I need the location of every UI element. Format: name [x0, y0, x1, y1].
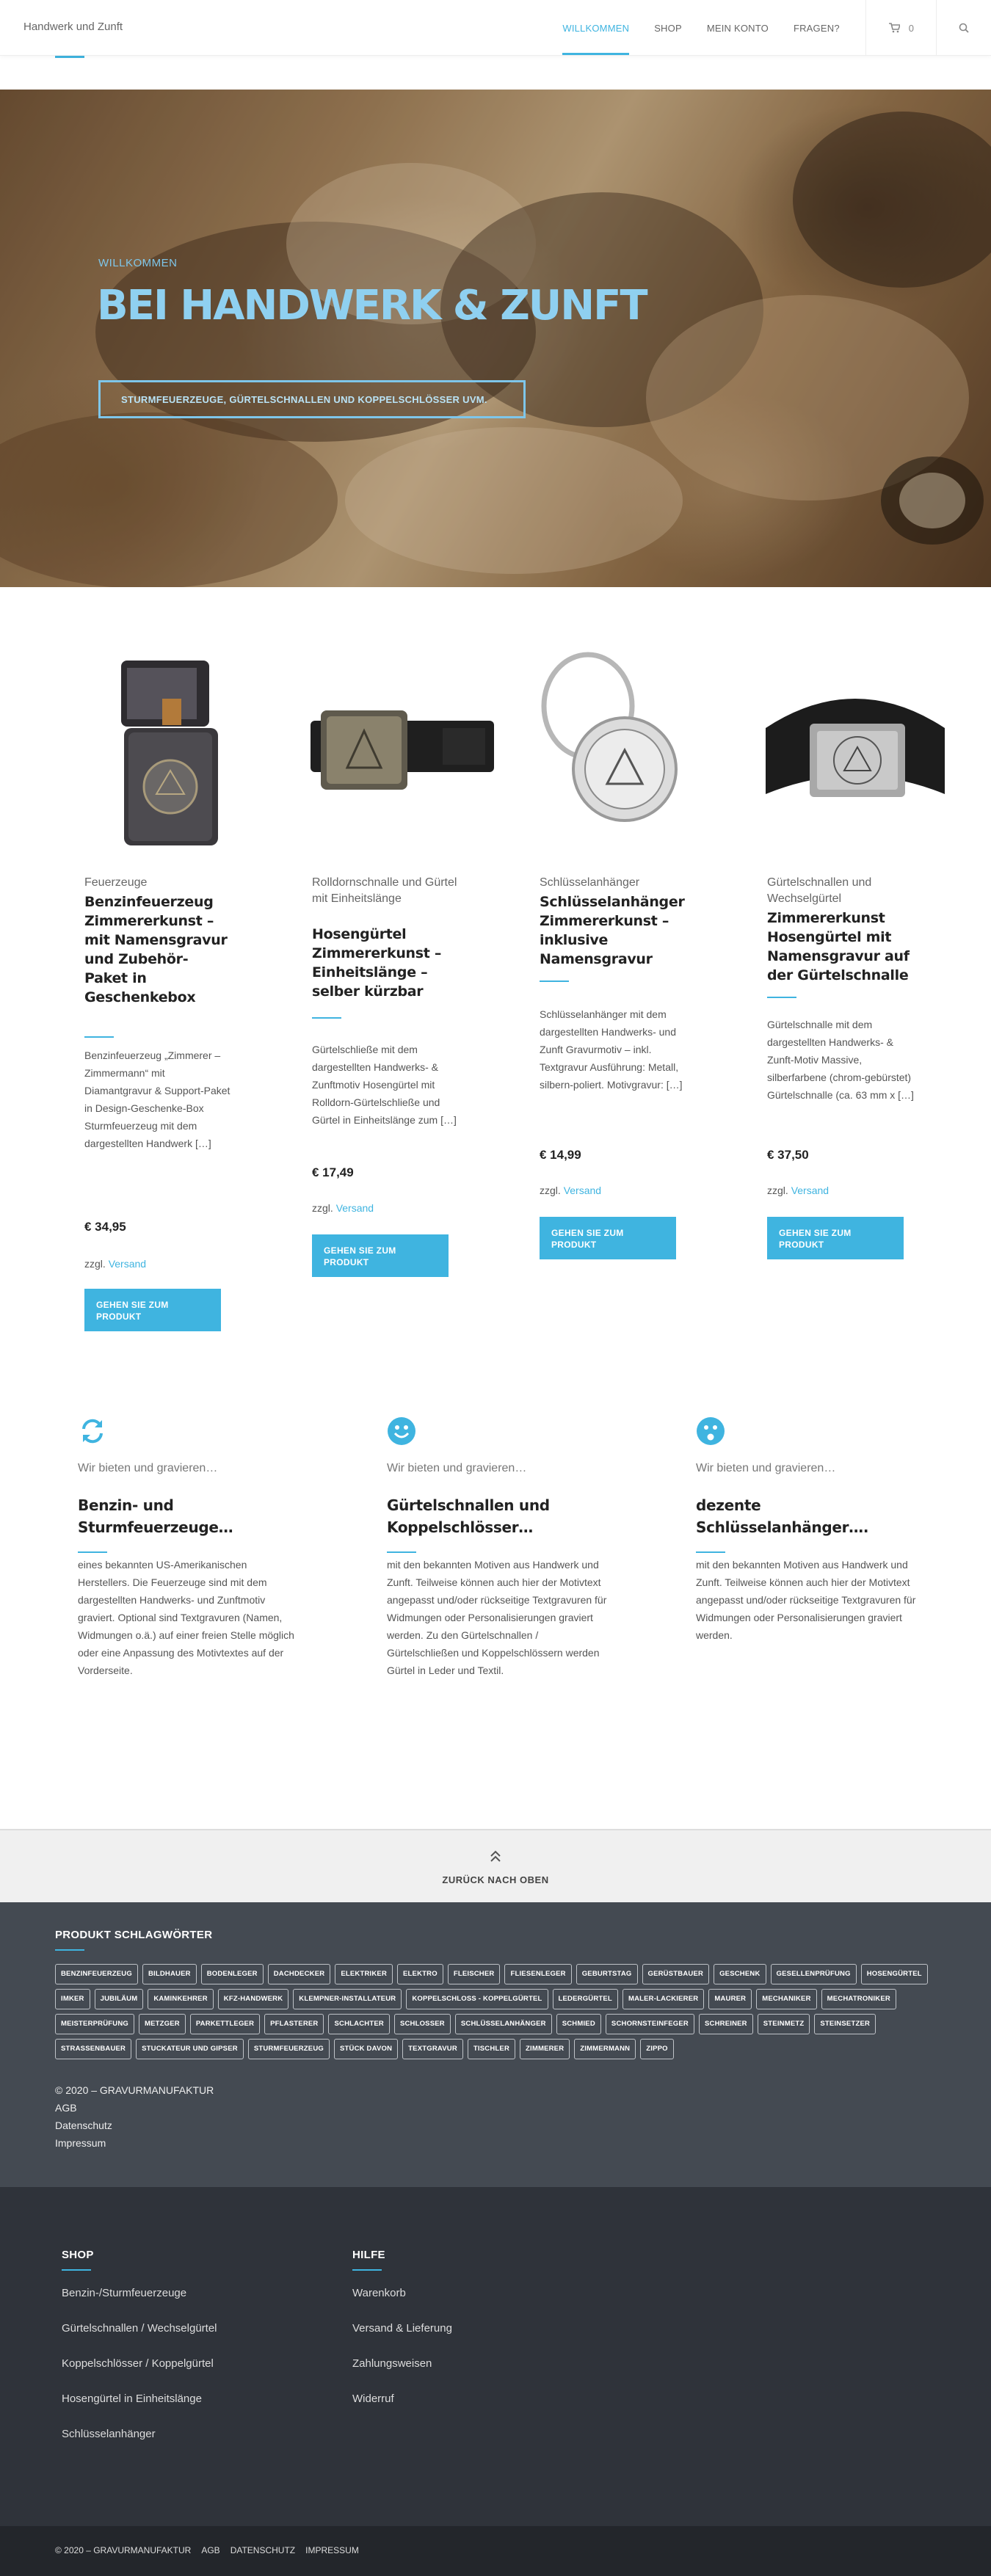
- tag-link[interactable]: DACHDECKER: [268, 1964, 331, 1984]
- help-widget-heading: HILFE: [352, 2249, 385, 2261]
- tag-link[interactable]: MECHATRONIKER: [821, 1989, 896, 2009]
- product-description: Benzinfeuerzeug „Zimmerer – Zimmermann“ mit Diamantgravur & Support-Paket in Design-Geschenke-Box Sturmfeuerzeug mit dem dargestellten Handwerk […]: [84, 1049, 230, 1149]
- tag-link[interactable]: HOSENGÜRTEL: [861, 1964, 928, 1984]
- tag-link[interactable]: SCHLÜSSELANHÄNGER: [455, 2014, 552, 2034]
- product-shipping: zzgl. Versand: [84, 1258, 147, 1270]
- feature-title: Benzin- und Sturmfeuerzeuge…: [78, 1496, 233, 1536]
- product-divider: [767, 997, 796, 998]
- tag-link[interactable]: LEDERGÜRTEL: [553, 1989, 618, 2009]
- tag-link[interactable]: STUCKATEUR UND GIPSER: [136, 2039, 244, 2059]
- copyright-text: © 2020 – GRAVURMANUFAKTUR: [55, 2545, 192, 2555]
- tag-link[interactable]: PARKETTLEGER: [190, 2014, 260, 2034]
- shipping-link[interactable]: Versand: [563, 1185, 602, 1196]
- hero-background-image: [0, 90, 991, 587]
- main-nav: [550, 0, 991, 56]
- product-title[interactable]: Hosengürtel Zimmererkunst – Einheitslänge – selber kürzbar: [312, 926, 442, 1000]
- tag-link[interactable]: KFZ-HANDWERK: [218, 1989, 289, 2009]
- feature-divider: [696, 1551, 725, 1553]
- shipping-link[interactable]: Versand: [335, 1202, 374, 1214]
- tag-link[interactable]: SCHREINER: [699, 2014, 753, 2034]
- tag-link[interactable]: SCHLOSSER: [394, 2014, 451, 2034]
- feature-title: dezente Schlüsselanhänger….: [696, 1496, 869, 1536]
- search-icon: [959, 23, 969, 33]
- tag-link[interactable]: KLEMPNER-INSTALLATEUR: [293, 1989, 402, 2009]
- product-shipping: zzgl. Versand: [767, 1185, 830, 1196]
- product-price: € 14,99: [540, 1148, 581, 1162]
- footer-link-impressum[interactable]: Impressum: [55, 2137, 106, 2149]
- shipping-link[interactable]: Versand: [108, 1258, 147, 1270]
- footer-link-agb[interactable]: AGB: [55, 2102, 77, 2114]
- tag-link[interactable]: KOPPELSCHLOSS - KOPPELGÜRTEL: [406, 1989, 548, 2009]
- tag-footer: [0, 1902, 991, 2187]
- help-link[interactable]: Warenkorb: [352, 2287, 406, 2299]
- tag-link[interactable]: MALER-LACKIERER: [622, 1989, 704, 2009]
- feature-subtitle: Wir bieten und gravieren…: [696, 1462, 836, 1474]
- help-widget-divider: [352, 2269, 382, 2271]
- nav-mein-konto[interactable]: MEIN KONTO: [706, 22, 769, 34]
- product-price: € 34,95: [84, 1220, 126, 1234]
- tag-link[interactable]: SCHLACHTER: [328, 2014, 389, 2034]
- shop-link[interactable]: Koppelschlösser / Koppelgürtel: [62, 2357, 214, 2370]
- back-to-top-bar[interactable]: [0, 1829, 991, 1902]
- tag-link[interactable]: TISCHLER: [468, 2039, 515, 2059]
- tag-link[interactable]: FLIESENLEGER: [504, 1964, 571, 1984]
- tag-link[interactable]: ELEKTRIKER: [335, 1964, 393, 1984]
- belt-image[interactable]: [303, 647, 497, 860]
- tag-link[interactable]: GESELLENPRÜFUNG: [771, 1964, 857, 1984]
- tag-link[interactable]: GEBURTSTAG: [576, 1964, 638, 1984]
- footer-copyright: © 2020 – GRAVURMANUFAKTUR: [55, 2084, 214, 2096]
- shop-link[interactable]: Benzin-/Sturmfeuerzeuge: [62, 2287, 187, 2299]
- tag-link[interactable]: ZIMMERER: [520, 2039, 570, 2059]
- product-shipping: zzgl. Versand: [312, 1202, 374, 1214]
- shop-link[interactable]: Schlüsselanhänger: [62, 2428, 156, 2440]
- feature-divider: [78, 1551, 107, 1553]
- shop-link[interactable]: Hosengürtel in Einheitslänge: [62, 2393, 202, 2405]
- tag-link[interactable]: JUBILÄUM: [95, 1989, 144, 2009]
- tag-heading-divider: [55, 1949, 84, 1951]
- hero-banner: [0, 90, 991, 587]
- tag-link[interactable]: BILDHAUER: [142, 1964, 197, 1984]
- product-title[interactable]: Schlüsselanhänger Zimmererkunst – inklusive Namensgravur: [540, 894, 685, 967]
- copyright-bar: [0, 2526, 991, 2576]
- product-price: € 37,50: [767, 1148, 809, 1162]
- hero-subtitle: WILLKOMMEN: [98, 257, 178, 269]
- product-button[interactable]: GEHEN SIE ZUM PRODUKT: [767, 1217, 904, 1259]
- product-title[interactable]: Benzinfeuerzeug Zimmererkunst – mit Namensgravur und Zubehör-Paket in Geschenkebox: [84, 894, 228, 1005]
- double-chevron-up-icon: [488, 1848, 503, 1864]
- hero-cta-button[interactable]: STURMFEUERZEUGE, GÜRTELSCHNALLEN UND KOPPELSCHLÖSSER UVM.: [98, 380, 526, 418]
- copyright-links: [55, 2545, 359, 2555]
- product-button[interactable]: GEHEN SIE ZUM PRODUKT: [540, 1217, 676, 1259]
- nav-willkommen[interactable]: WILLKOMMEN: [550, 0, 642, 56]
- tag-link[interactable]: BENZINFEUERZEUG: [55, 1964, 138, 1984]
- site-header: [0, 0, 991, 56]
- tag-link[interactable]: STÜCK DAVON: [334, 2039, 398, 2059]
- back-to-top-label[interactable]: ZURÜCK NACH OBEN: [442, 1874, 549, 1885]
- site-logo[interactable]: Handwerk und Zunft: [23, 21, 123, 33]
- feature-text: mit den bekannten Motiven aus Handwerk und Zunft. Teilweise können auch hier der Motivtext angepasst und/oder rückseitige Textgravuren für Widmungen oder Personalisierungen graviert werden. Zu den Gürtelschnallen / Gürtelschließen und Koppelschlössern werden Gürtel in Leder und Textil.: [387, 1559, 607, 1676]
- tag-link[interactable]: KAMINKEHRER: [148, 1989, 213, 2009]
- tag-link[interactable]: ZIPPO: [640, 2039, 674, 2059]
- tag-link[interactable]: STEINMETZ: [758, 2014, 810, 2034]
- tag-link[interactable]: STURMFEUERZEUG: [248, 2039, 330, 2059]
- product-divider: [540, 980, 569, 982]
- cart-count: 0: [908, 22, 914, 34]
- header-accent-line: [55, 56, 84, 58]
- tag-link[interactable]: METZGER: [139, 2014, 186, 2034]
- copybar-link-impressum[interactable]: IMPRESSUM: [305, 2545, 359, 2555]
- tag-link[interactable]: GERÜSTBAUER: [642, 1964, 710, 1984]
- surprised-icon: [696, 1416, 725, 1446]
- refresh-icon: [78, 1416, 107, 1446]
- product-button[interactable]: GEHEN SIE ZUM PRODUKT: [312, 1234, 449, 1277]
- nav-shop[interactable]: SHOP: [654, 22, 682, 34]
- tag-link[interactable]: SCHMIED: [556, 2014, 601, 2034]
- shipping-link[interactable]: Versand: [791, 1185, 830, 1196]
- tag-link[interactable]: SCHORNSTEINFEGER: [606, 2014, 694, 2034]
- feature-text: eines bekannten US-Amerikanischen Herstellers. Die Feuerzeuge sind mit dem dargestellten Handwerks- und Zunftmotiv graviert. Optional sind Textgravuren (Namen, Widmungen o.ä.) auf einer freien Stelle möglich oder eine Anpassung des Motivtextes auf der Vorderseite.: [78, 1559, 294, 1676]
- footer-link-datenschutz[interactable]: Datenschutz: [55, 2120, 112, 2131]
- product-title[interactable]: Zimmererkunst Hosengürtel mit Namensgravur auf der Gürtelschnalle: [767, 910, 910, 983]
- feature-divider: [387, 1551, 416, 1553]
- tag-link[interactable]: TEXTGRAVUR: [402, 2039, 463, 2059]
- tag-link[interactable]: STEINSETZER: [814, 2014, 876, 2034]
- help-link[interactable]: Zahlungsweisen: [352, 2357, 432, 2370]
- belt-buckle-image[interactable]: [758, 647, 952, 860]
- cart-icon: [888, 23, 900, 33]
- product-shipping: zzgl. Versand: [540, 1185, 602, 1196]
- search-button[interactable]: [937, 0, 991, 56]
- tag-cloud: [55, 1964, 943, 2059]
- product-description: Gürtelschließe mit dem dargestellten Handwerks- & Zunftmotiv Hosengürtel mit Rolldorn-Gürtelschließe und Gürtel in Einheitslänge zum […]: [312, 1044, 457, 1126]
- product-category[interactable]: Schlüsselanhänger: [540, 876, 640, 889]
- product-button[interactable]: GEHEN SIE ZUM PRODUKT: [84, 1289, 221, 1331]
- widget-footer: [0, 2187, 991, 2526]
- keychain-image[interactable]: [531, 647, 725, 860]
- copybar-link-agb[interactable]: AGB: [201, 2545, 220, 2555]
- tag-link[interactable]: PFLASTERER: [264, 2014, 324, 2034]
- tag-link[interactable]: IMKER: [55, 1989, 90, 2009]
- help-link[interactable]: Versand & Lieferung: [352, 2322, 452, 2335]
- shop-link[interactable]: Gürtelschnallen / Wechselgürtel: [62, 2322, 217, 2335]
- cart-button[interactable]: [866, 0, 936, 56]
- hero-title: BEI HANDWERK & ZUNFT: [97, 282, 647, 330]
- product-price: € 17,49: [312, 1165, 354, 1179]
- tag-link[interactable]: STRASSENBAUER: [55, 2039, 131, 2059]
- tag-link[interactable]: ELEKTRO: [397, 1964, 443, 1984]
- feature-title: Gürtelschnallen und Koppelschlösser…: [387, 1496, 550, 1536]
- product-category[interactable]: Feuerzeuge: [84, 876, 148, 889]
- tag-heading: PRODUKT SCHLAGWÖRTER: [55, 1929, 213, 1941]
- tag-link[interactable]: MEISTERPRÜFUNG: [55, 2014, 134, 2034]
- product-description: Schlüsselanhänger mit dem dargestellten Handwerks- und Zunft Gravurmotiv – inkl. Textgravur Ausführung: Metall, silbern-poliert. Motivgravur: […]: [540, 1008, 683, 1091]
- feature-subtitle: Wir bieten und gravieren…: [387, 1462, 527, 1474]
- product-description: Gürtelschnalle mit dem dargestellten Handwerks- & Zunft-Motiv Massive, silberfarbene (chrom-gebürstet) Gürtelschnalle (ca. 63 mm x […]: [767, 1019, 914, 1101]
- help-link[interactable]: Widerruf: [352, 2393, 394, 2405]
- tag-link[interactable]: MAURER: [708, 1989, 752, 2009]
- product-category[interactable]: Gürtelschnallen und Wechselgürtel: [767, 876, 872, 905]
- feature-text: mit den bekannten Motiven aus Handwerk und Zunft. Teilweise können auch hier der Motivtext angepasst und/oder rückseitige Textgravuren für Widmungen oder Personalisierungen graviert werden.: [696, 1559, 916, 1641]
- shop-widget-heading: SHOP: [62, 2249, 94, 2261]
- tag-link[interactable]: MECHANIKER: [756, 1989, 816, 2009]
- tag-link[interactable]: BODENLEGER: [201, 1964, 264, 1984]
- shop-widget-divider: [62, 2269, 91, 2271]
- feature-subtitle: Wir bieten und gravieren…: [78, 1462, 218, 1474]
- copybar-link-datenschutz[interactable]: DATENSCHUTZ: [230, 2545, 296, 2555]
- product-divider: [84, 1036, 114, 1038]
- lighter-image[interactable]: [76, 647, 269, 860]
- tag-link[interactable]: FLEISCHER: [448, 1964, 501, 1984]
- nav-fragen[interactable]: FRAGEN?: [793, 22, 840, 34]
- product-divider: [312, 1017, 341, 1019]
- tag-link[interactable]: ZIMMERMANN: [574, 2039, 636, 2059]
- tag-link[interactable]: GESCHENK: [714, 1964, 766, 1984]
- product-category[interactable]: Rolldornschnalle und Gürtel mit Einheitslänge: [312, 876, 457, 905]
- smiley-icon: [387, 1416, 416, 1446]
